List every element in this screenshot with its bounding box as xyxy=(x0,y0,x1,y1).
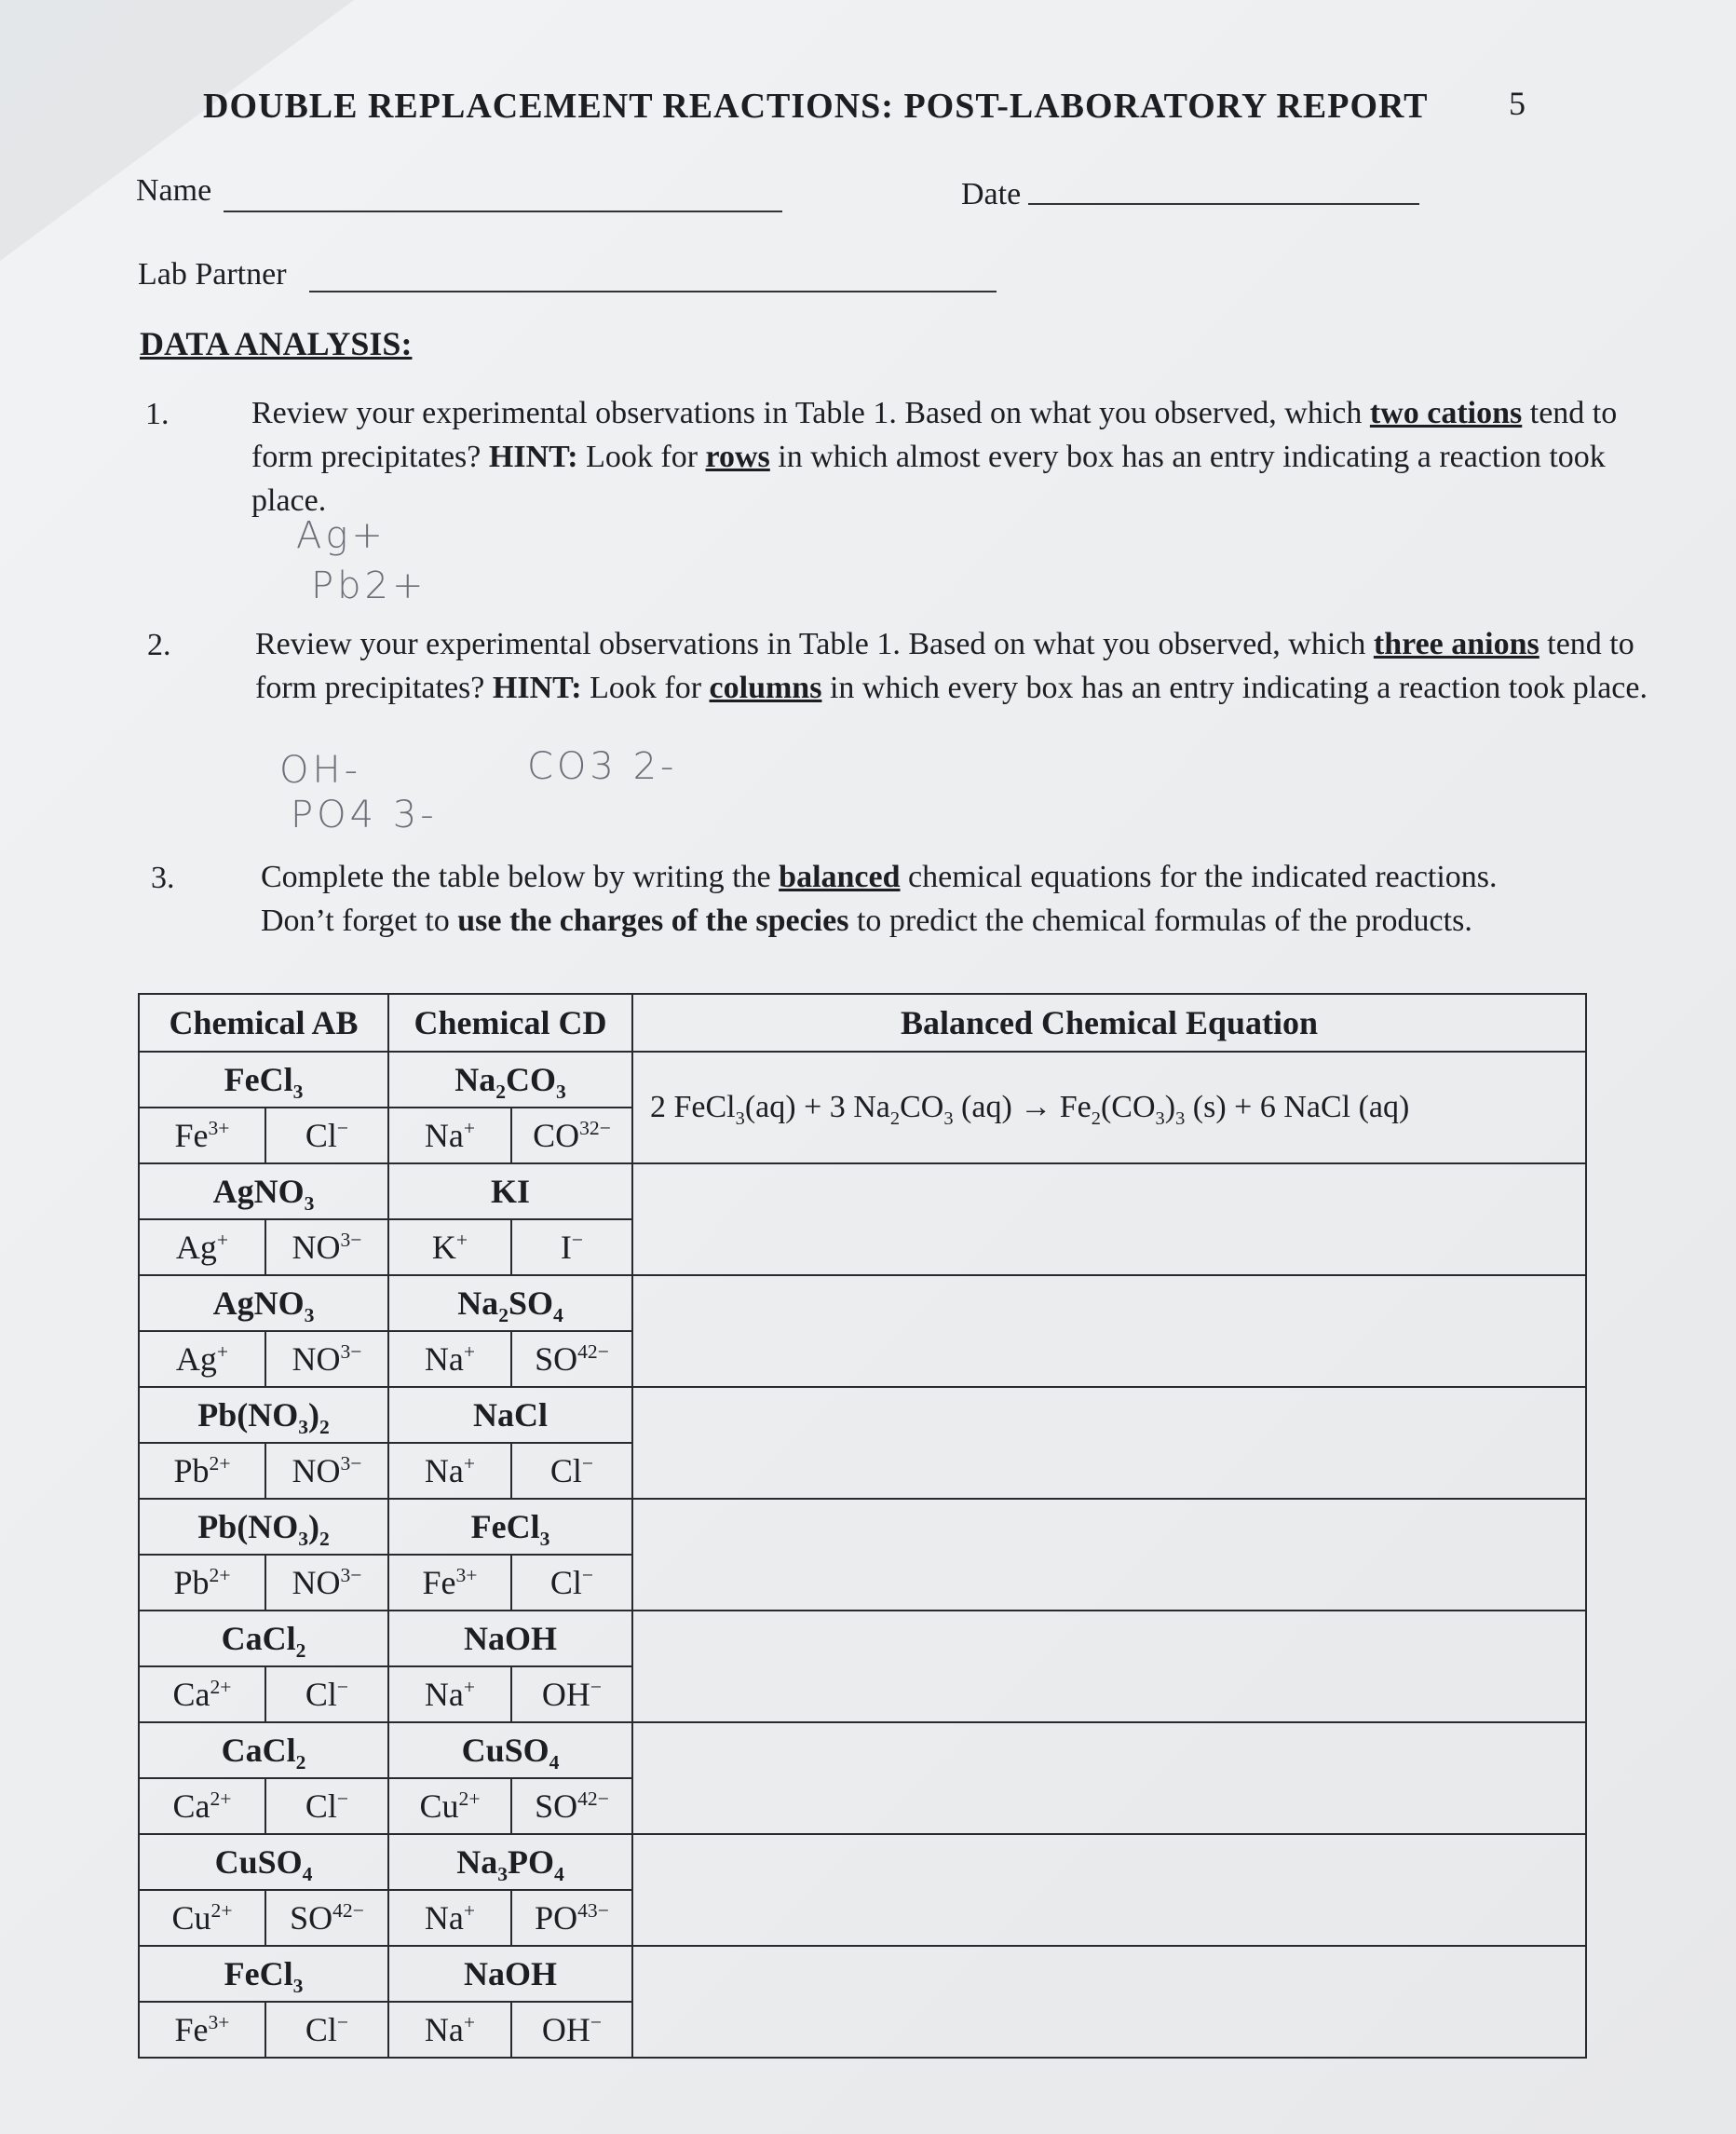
cation-cd: $Fe^{3+}$ xyxy=(388,1555,511,1611)
cation-ab: $Fe^{3+}$ xyxy=(139,1108,265,1163)
anion-ab: Cl− xyxy=(265,1778,388,1834)
anion-ab: $NO^{3-}$ xyxy=(265,1555,388,1611)
equation-cell[interactable] xyxy=(632,1275,1586,1387)
chemical-ab: FeCl$_3$ xyxy=(139,1946,388,2002)
equation-cell[interactable] xyxy=(632,1722,1586,1834)
date-label: Date xyxy=(961,177,1022,211)
cation-ab: $Pb^{2+}$ xyxy=(139,1555,265,1611)
equation-cell[interactable]: 2 FeCl$_3$(aq) + 3 $Na_2CO_3$ $(aq) \to Fe_2(CO_3)_3$ (s) + 6 NaCl (aq) xyxy=(632,1052,1586,1163)
page-title: DOUBLE REPLACEMENT REACTIONS: POST-LABORATORY REPORT xyxy=(203,87,1429,126)
table-row xyxy=(139,1834,1586,1890)
chemical-ab: AgNO$_3$ xyxy=(139,1163,388,1219)
cation-ab: Ag+ xyxy=(139,1331,265,1387)
cation-cd: K+ xyxy=(388,1219,511,1275)
anion-ab: $NO^{3-}$ xyxy=(265,1331,388,1387)
cation-ab: $Fe^{3+}$ xyxy=(139,2002,265,2058)
lab-partner-label: Lab Partner xyxy=(138,257,287,292)
chemical-cd: CuSO$_4$ xyxy=(388,1722,632,1778)
cation-ab: Ag+ xyxy=(139,1219,265,1275)
equation-cell[interactable] xyxy=(632,1163,1586,1275)
handwritten-answer-po4: PO4 3- xyxy=(291,794,438,836)
reaction-table xyxy=(138,993,1587,2059)
question-2-text: Review your experimental observations in Table 1. Based on what you observed, which three anions tend to form precipitates? HINT: Look for columns in which every box has an entry indicating a reaction took place. xyxy=(255,627,1648,705)
cation-ab: $Pb^{2+}$ xyxy=(139,1443,265,1499)
table-row xyxy=(139,1387,1586,1443)
table-row xyxy=(139,1946,1586,2002)
chemical-cd: NaCl xyxy=(388,1387,632,1443)
table-row xyxy=(139,1611,1586,1666)
chemical-ab: $Pb(NO_3)_2$ xyxy=(139,1387,388,1443)
equation-cell[interactable] xyxy=(632,1834,1586,1946)
cation-ab: $Ca^{2+}$ xyxy=(139,1778,265,1834)
chemical-cd: NaOH xyxy=(388,1611,632,1666)
handwritten-answer-ag: Ag+ xyxy=(296,514,387,557)
cation-cd: Na+ xyxy=(388,2002,511,2058)
question-1-number: 1. xyxy=(145,397,170,431)
name-field[interactable] xyxy=(224,211,782,212)
anion-cd: $CO^{32-}$ xyxy=(511,1108,632,1163)
handwritten-answer-oh: OH- xyxy=(279,749,361,792)
table-header-row xyxy=(139,994,1586,1052)
anion-cd: OH− xyxy=(511,1666,632,1722)
equation-cell[interactable] xyxy=(632,1387,1586,1499)
question-3-number: 3. xyxy=(151,861,175,895)
table-row xyxy=(139,1499,1586,1555)
anion-cd: I− xyxy=(511,1219,632,1275)
anion-ab: $SO^{42-}$ xyxy=(265,1890,388,1946)
chemical-ab: FeCl$_3$ xyxy=(139,1052,388,1108)
lab-partner-field[interactable] xyxy=(309,291,997,292)
header-chemical-cd: Chemical CD xyxy=(388,994,632,1052)
anion-ab: Cl− xyxy=(265,1108,388,1163)
question-3-text: Complete the table below by writing the balanced chemical equations for the indicated reactions. Don’t forget to use the charges of the species to predict the chemical formulas of the products. xyxy=(261,860,1498,938)
anion-cd: Cl− xyxy=(511,1555,632,1611)
chemical-ab: AgNO$_3$ xyxy=(139,1275,388,1331)
chemical-cd: FeCl$_3$ xyxy=(388,1499,632,1555)
anion-ab: $NO^{3-}$ xyxy=(265,1443,388,1499)
equation-cell[interactable] xyxy=(632,1611,1586,1722)
table-row xyxy=(139,1163,1586,1219)
equation-cell[interactable] xyxy=(632,1499,1586,1611)
cation-ab: $Cu^{2+}$ xyxy=(139,1890,265,1946)
chemical-cd: $Na_2SO_4$ xyxy=(388,1275,632,1331)
question-1-text: Review your experimental observations in Table 1. Based on what you observed, which two cations tend to form precipitates? HINT: Look for rows in which almost every box has an entry indicating a reaction took place. xyxy=(251,396,1618,518)
table-row xyxy=(139,1052,1586,1108)
page-number: 5 xyxy=(1509,85,1526,122)
cation-cd: Na+ xyxy=(388,1443,511,1499)
date-field[interactable] xyxy=(1028,203,1419,205)
anion-ab: Cl− xyxy=(265,2002,388,2058)
chemical-cd: NaOH xyxy=(388,1946,632,2002)
cation-cd: Na+ xyxy=(388,1108,511,1163)
equation-cell[interactable] xyxy=(632,1946,1586,2058)
section-title: DATA ANALYSIS: xyxy=(140,325,413,362)
name-label: Name xyxy=(136,173,212,208)
question-2-number: 2. xyxy=(147,628,171,662)
header-chemical-ab: Chemical AB xyxy=(139,994,388,1052)
cation-cd: Na+ xyxy=(388,1666,511,1722)
chemical-ab: CaCl$_2$ xyxy=(139,1722,388,1778)
folded-corner xyxy=(0,0,354,261)
anion-cd: $SO^{42-}$ xyxy=(511,1778,632,1834)
chemical-cd: KI xyxy=(388,1163,632,1219)
chemical-ab: $Pb(NO_3)_2$ xyxy=(139,1499,388,1555)
anion-ab: Cl− xyxy=(265,1666,388,1722)
handwritten-answer-co3: CO3 2- xyxy=(527,745,678,788)
table-row xyxy=(139,1275,1586,1331)
anion-ab: $NO^{3-}$ xyxy=(265,1219,388,1275)
cation-cd: Na+ xyxy=(388,1331,511,1387)
chemical-ab: CaCl$_2$ xyxy=(139,1611,388,1666)
cation-cd: $Cu^{2+}$ xyxy=(388,1778,511,1834)
header-balanced-equation: Balanced Chemical Equation xyxy=(632,994,1586,1052)
table-row xyxy=(139,1722,1586,1778)
anion-cd: $SO^{42-}$ xyxy=(511,1331,632,1387)
anion-cd: Cl− xyxy=(511,1443,632,1499)
chemical-cd: $Na_3PO_4$ xyxy=(388,1834,632,1890)
cation-cd: Na+ xyxy=(388,1890,511,1946)
chemical-ab: CuSO$_4$ xyxy=(139,1834,388,1890)
anion-cd: $PO^{43-}$ xyxy=(511,1890,632,1946)
cation-ab: $Ca^{2+}$ xyxy=(139,1666,265,1722)
chemical-cd: $Na_2CO_3$ xyxy=(388,1052,632,1108)
handwritten-answer-pb: Pb2+ xyxy=(311,564,427,607)
anion-cd: OH− xyxy=(511,2002,632,2058)
